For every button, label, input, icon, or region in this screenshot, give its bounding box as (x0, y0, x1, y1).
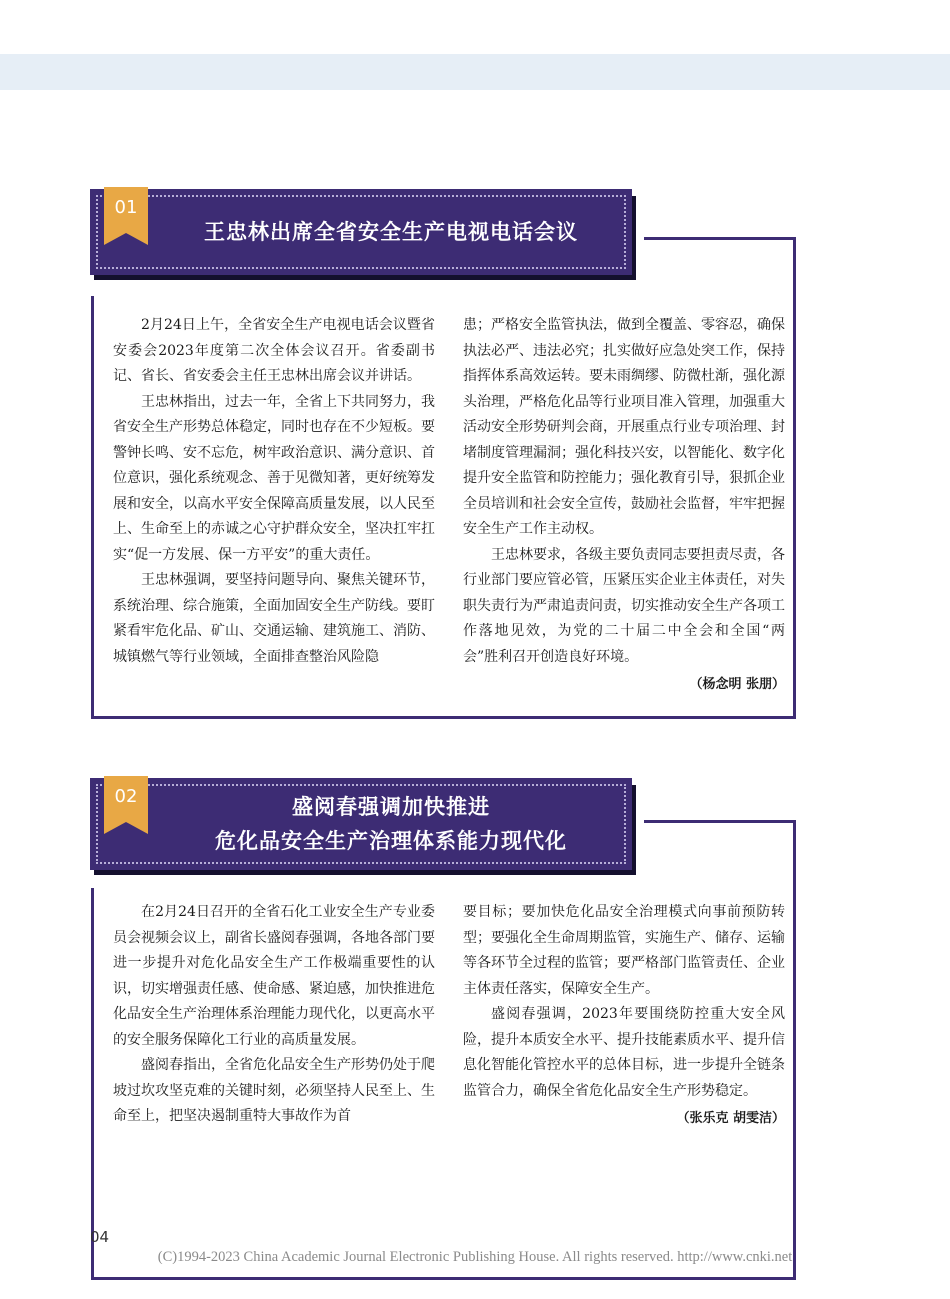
frame-line-right (793, 237, 796, 719)
author-byline: （张乐克 胡雯洁） (676, 1111, 785, 1126)
article-number: 01 (114, 197, 138, 218)
frame-line-left (91, 888, 94, 1280)
article-number: 02 (114, 786, 138, 807)
frame-line-top (644, 237, 796, 240)
author-byline: （杨念明 张朋） (689, 677, 785, 692)
article-column-right (463, 313, 785, 698)
frame-line-left (91, 296, 94, 719)
paragraph: 2月24日上午，全省安全生产电视电话会议暨省安委会2023年度第二次全体会议召开。省委副书记、省长、省安委会主任王忠林出席会议并讲话。 (113, 317, 435, 384)
article-column-left (113, 313, 435, 670)
paragraph: 王忠林指出，过去一年，全省上下共同努力，我省安全生产形势总体稳定，同时也存在不少短板。要警钟长鸣、安不忘危，树牢政治意识、满分意识、首位意识，强化系统观念、善于见微知著，更好统筹发展和安全，以高水平安全保障高质量发展，以人民至上、生命至上的赤诚之心守护群众安全，坚决扛牢扛实“促一方发展、保一方平安”的重大责任。 (113, 393, 435, 563)
page-number: 04 (90, 1228, 110, 1246)
article-title (160, 215, 622, 249)
tab-notch (104, 233, 148, 245)
article-title-line: 危化品安全生产治理体系能力现代化 (215, 829, 567, 853)
paragraph: 在2月24日召开的全省石化工业安全生产专业委员会视频会议上，副省长盛阅春强调，各地各部门要进一步提升对危化品安全生产工作极端重要性的认识，切实增强责任感、使命感、紧迫感，加快推进危化品安全生产治理体系治理能力现代化，以更高水平的安全服务保障化工行业的高质量发展。 (113, 904, 435, 1048)
article-column-right (463, 900, 785, 1132)
paragraph: 盛阅春指出，全省危化品安全生产形势仍处于爬坡过坎攻坚克难的关键时刻，必须坚持人民至上、生命至上，把坚决遏制重特大事故作为首 (113, 1057, 435, 1124)
frame-line-bottom (91, 716, 796, 719)
paragraph-continuation: 要目标；要加快危化品安全治理模式向事前预防转型；要强化全生命周期监管，实施生产、储存、运输等各环节全过程的监管；要严格部门监管责任、企业主体责任落实，保障安全生产。 (463, 904, 785, 997)
article-section-2 (0, 778, 950, 1280)
frame-line-top (644, 820, 796, 823)
article-section-1 (0, 189, 950, 719)
frame-line-bottom (91, 1277, 796, 1280)
paragraph: 盛阅春强调，2023年要围绕防控重大安全风险，提升本质安全水平、提升技能素质水平、提升信息化智能化管控水平的总体目标，进一步提升全链条监管合力，确保全省危化品安全生产形势稳定。 (463, 1006, 785, 1099)
article-number-tab (104, 187, 148, 245)
tab-notch (104, 822, 148, 834)
copyright-footer: (C)1994-2023 China Academic Journal Electronic Publishing House. All rights reserved. http://www.cnki.net (157, 1249, 793, 1265)
paragraph: 王忠林要求，各级主要负责同志要担责尽责，各行业部门要应管必管，压紧压实企业主体责任，对失职失责行为严肃追责问责，切实推动安全生产各项工作落地见效，为党的二十届二中全会和全国“两会”胜利召开创造良好环境。 (463, 546, 785, 665)
article-title (160, 790, 622, 858)
paragraph-continuation: 患；严格安全监管执法，做到全覆盖、零容忍，确保执法必严、违法必究；扎实做好应急处突工作，保持指挥体系高效运转。要未雨绸缪、防微杜渐，强化源头治理，严格危化品等行业项目准入管理，加强重大活动安全形势研判会商，开展重点行业专项治理、封堵制度管理漏洞；强化科技兴安，以智能化、数字化提升安全监管和防控能力；强化教育引导，狠抓企业全员培训和社会安全宣传，鼓励社会监督，牢牢把握安全生产工作主动权。 (463, 317, 785, 537)
frame-line-right (793, 820, 796, 1280)
paragraph: 王忠林强调，要坚持问题导向、聚焦关键环节，系统治理、综合施策，全面加固安全生产防线。要盯紧看牢危化品、矿山、交通运输、建筑施工、消防、城镇燃气等行业领域，全面排查整治风险隐 (113, 572, 435, 665)
top-decorative-band (0, 54, 950, 90)
article-column-left (113, 900, 435, 1130)
article-number-tab (104, 776, 148, 834)
article-header-1 (90, 189, 632, 275)
article-title-line: 盛阅春强调加快推进 (292, 795, 490, 819)
article-title-line: 王忠林出席全省安全生产电视电话会议 (204, 220, 578, 244)
article-header-2 (90, 778, 632, 870)
